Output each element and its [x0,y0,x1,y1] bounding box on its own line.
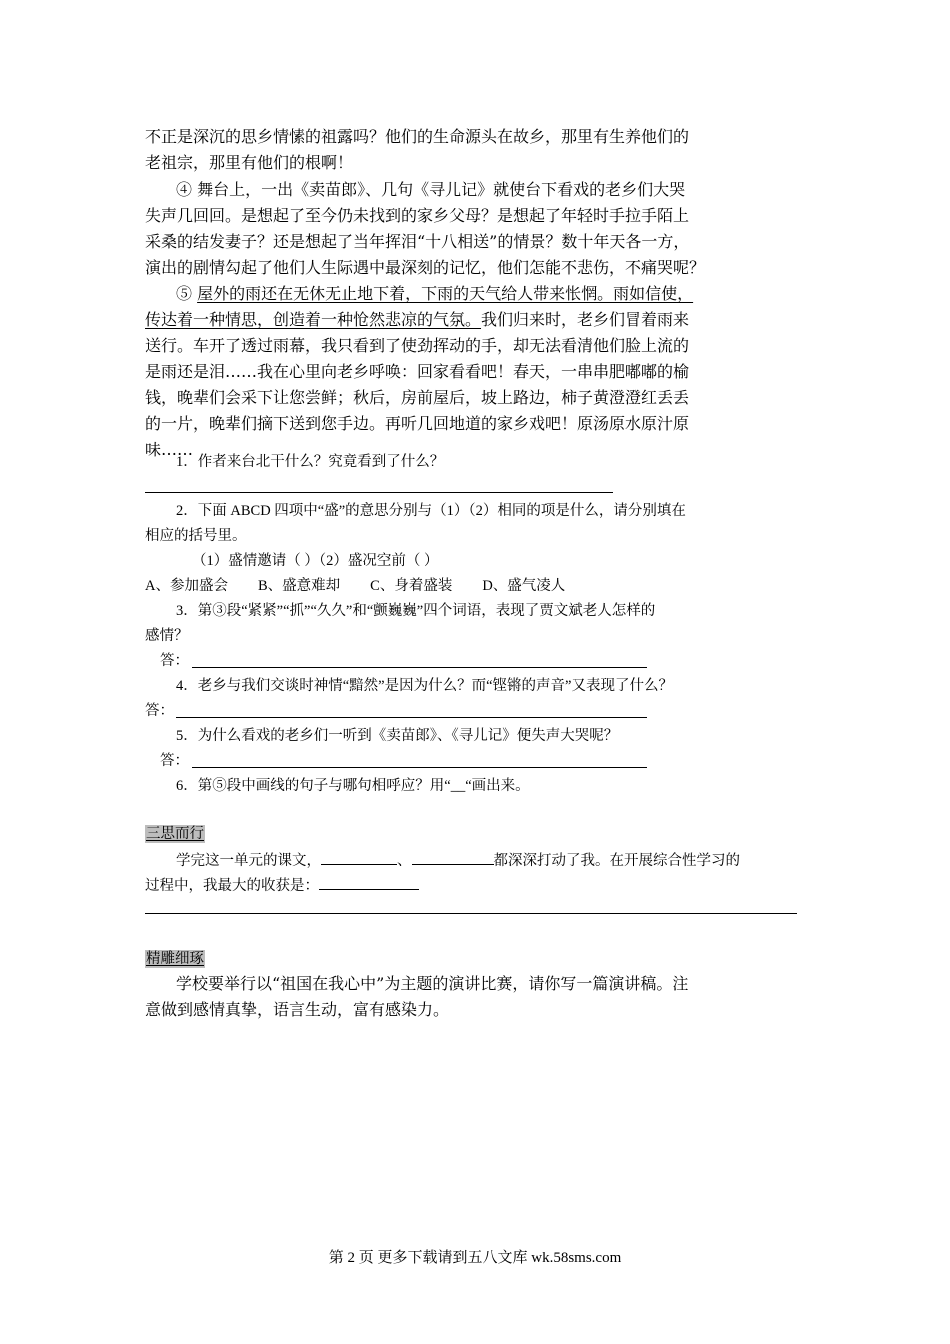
question-2-blanks: （1）盛情邀请（ ）（2）盛况空前（ ） [192,553,439,569]
question-2: 2．下面 ABCD 四项中“盛”的意思分别与（1）（2）相同的项是什么，请分别填在 [176,503,686,519]
underline-mark: __ [450,778,466,794]
fill-blank[interactable] [321,848,397,865]
page-footer: 第 2 页 更多下载请到五八文库 wk.58sms.com [328,1250,622,1266]
paragraph-number: ⑤ [176,284,198,303]
underlined-sentence: 屋外的雨还在无休无止地下着，下雨的天气给人带来怅惘。雨如信使， [197,284,694,303]
question-5: 5．为什么看戏的老乡们一听到《卖苗郎》、《寻儿记》便失声大哭呢？ [176,728,619,744]
option-d: D、盛气凌人 [482,578,566,594]
question-2-cont: 相应的括号里。 [145,528,247,544]
passage-line: 采桑的结发妻子？还是想起了当年挥泪“十八相送”的情景？数十年天各一方， [145,232,690,251]
question-4: 4．老乡与我们交谈时神情“黯然”是因为什么？而“铿锵的声音”又表现了什么？ [176,678,673,694]
section-tag-reflection: 三思而行 [146,826,204,842]
underlined-sentence: 传达着一种情思，创造着一种怆然悲凉的气氛。 [145,310,482,329]
fill-blank[interactable] [412,848,494,865]
question-3: 3．第③段“紧紧”“抓”“久久”和“颤巍巍”四个词语，表现了贾文斌老人怎样的 [176,603,656,619]
question-2-options [145,574,565,598]
section-tag-writing: 精雕细琢 [146,951,204,967]
question-3-cont: 感情？ [145,628,189,644]
answer-label: 答： [160,653,189,669]
reflection-line: 学完这一单元的课文， 、 都深深打动了我。在开展综合性学习的 [176,848,740,873]
answer-line[interactable] [192,767,647,768]
answer-line[interactable] [192,667,647,668]
passage-line: 不正是深沉的思乡情愫的祖露吗？他们的生命源头在故乡，那里有生养他们的 [145,127,690,146]
passage-line: 的一片，晚辈们摘下送到您手边。再听几回地道的家乡戏吧！原汤原水原汁原 [145,414,690,433]
writing-prompt: 意做到感情真挚，语言生动，富有感染力。 [145,1000,450,1019]
passage-line: 送行。车开了透过雨幕，我只看到了使劲挥动的手，却无法看清他们脸上流的 [145,336,690,355]
option-b: B、盛意难却 [257,578,341,594]
question-1: 1．作者来台北干什么？究竟看到了什么？ [176,454,445,470]
answer-label: 答： [160,753,189,769]
passage-line: 演出的剧情勾起了他们人生际遇中最深刻的记忆，他们怎能不悲伤，不痛哭呢？ [145,258,706,277]
option-a: A、参加盛会 [145,578,228,594]
passage-line: ④ 舞台上，一出《卖苗郎》、几句《寻儿记》就使台下看戏的老乡们大哭 [176,180,686,199]
passage-line: 是雨还是泪……我在心里向老乡呼唤：回家看看吧！春天，一串串肥嘟嘟的榆 [145,362,690,381]
answer-line[interactable] [176,717,647,718]
passage-line: 老祖宗，那里有他们的根啊！ [145,153,354,172]
answer-label: 答： [145,703,174,719]
passage-line [176,281,693,307]
passage-line: 传达着一种情思，创造着一种怆然悲凉的气氛。我们归来时，老乡们冒着雨来 [145,310,690,329]
answer-line[interactable] [145,913,797,914]
option-c: C、身着盛装 [370,578,453,594]
passage-line: 失声几回回。是想起了至今仍未找到的家乡父母？是想起了年轻时手拉手陌上 [145,206,690,225]
reflection-line: 过程中，我最大的收获是： [145,873,419,898]
answer-line[interactable] [145,492,613,493]
writing-prompt: 学校要举行以“祖国在我心中”为主题的演讲比赛，请你写一篇演讲稿。注 [176,974,689,993]
passage-line: 味…… [145,440,194,459]
passage-line: 钱，晚辈们会采下让您尝鲜；秋后，房前屋后，坡上路边，柿子黄澄澄红丢丢 [145,388,690,407]
question-6: 6．第⑤段中画线的句子与哪句相呼应？用“__“画出来。 [176,778,530,794]
fill-blank[interactable] [319,873,419,890]
